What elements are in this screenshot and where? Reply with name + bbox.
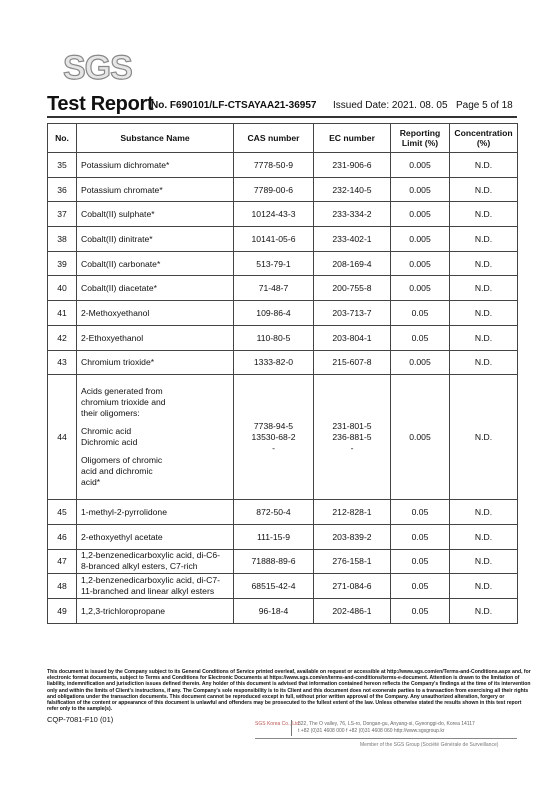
row-concentration: N.D. [450, 574, 518, 599]
row-no: 47 [48, 549, 77, 574]
row-substance [77, 549, 234, 574]
row-cas: 10141-05-6 [234, 227, 314, 252]
substance-line: 8-branced alkyl esters, C7-rich [81, 561, 198, 572]
row-no: 48 [48, 574, 77, 599]
footer-divider [291, 720, 292, 736]
row-concentration: N.D. [450, 276, 518, 301]
table-row [48, 153, 518, 178]
header-divider [47, 116, 517, 118]
company-address [298, 721, 475, 734]
form-code: CQP-7081-F10 (01) [47, 715, 114, 724]
row-limit: 0.005 [391, 375, 450, 500]
row-substance [77, 574, 234, 599]
substance-line: Chromic acid [81, 426, 132, 437]
address-line: 322, The O valley, 76, LS-ro, Dongan-gu, Anyang-si, Gyeonggi-do, Korea 14117 [298, 721, 475, 727]
header-ec-number: EC number [314, 124, 391, 153]
row-substance: Cobalt(II) sulphate* [77, 202, 234, 227]
row-no: 38 [48, 227, 77, 252]
row-cas: 513-79-1 [234, 251, 314, 276]
row-limit: 0.05 [391, 524, 450, 549]
substance-line: their oligomers: [81, 408, 140, 419]
row-limit: 0.005 [391, 251, 450, 276]
row-ec: 232-140-5 [314, 177, 391, 202]
table-row [48, 202, 518, 227]
row-no: 42 [48, 325, 77, 350]
footer-rule [255, 738, 517, 739]
ec-line: 236-881-5 [332, 431, 372, 442]
row-cas: 7789-00-6 [234, 177, 314, 202]
row-limit: 0.005 [391, 276, 450, 301]
ec-line: 231-801-5 [332, 420, 372, 431]
substance-line: 1,2-benzenedicarboxylic acid, di-C7- [81, 575, 221, 586]
row-no: 36 [48, 177, 77, 202]
row-cas: 110-80-5 [234, 325, 314, 350]
row-substance [77, 375, 234, 500]
row-no: 45 [48, 500, 77, 525]
row-limit: 0.005 [391, 177, 450, 202]
row-cas: 68515-42-4 [234, 574, 314, 599]
row-cas: 7778-50-9 [234, 153, 314, 178]
row-concentration: N.D. [450, 524, 518, 549]
row-concentration: N.D. [450, 177, 518, 202]
row-limit: 0.05 [391, 574, 450, 599]
row-substance: 2-Ethoxyethanol [77, 325, 234, 350]
row-concentration: N.D. [450, 202, 518, 227]
table-row [48, 500, 518, 525]
row-ec: 212-828-1 [314, 500, 391, 525]
substance-line: acid* [81, 477, 101, 488]
row-ec: 233-402-1 [314, 227, 391, 252]
table-row [48, 574, 518, 599]
page-number: Page 5 of 18 [456, 100, 513, 111]
cas-line: 13530-68-2 [251, 431, 296, 442]
substance-table [47, 123, 518, 624]
row-substance: Cobalt(II) dinitrate* [77, 227, 234, 252]
row-substance: Cobalt(II) carbonate* [77, 251, 234, 276]
row-ec: 203-839-2 [314, 524, 391, 549]
header-concentration [450, 124, 518, 153]
row-no: 39 [48, 251, 77, 276]
row-no: 40 [48, 276, 77, 301]
member-notice: Member of the SGS Group (Société Générale de Surveillance) [360, 742, 499, 748]
table-header-row [48, 124, 518, 153]
substance-line: Dichromic acid [81, 437, 138, 448]
table-row [48, 549, 518, 574]
row-concentration: N.D. [450, 549, 518, 574]
row-cas: 111-15-9 [234, 524, 314, 549]
table-row [48, 227, 518, 252]
report-title: Test Report [47, 93, 154, 115]
row-substance: 2-ethoxyethyl acetate [77, 524, 234, 549]
substance-line: Acids generated from [81, 386, 163, 397]
row-cas: 1333-82-0 [234, 350, 314, 375]
header-substance-name: Substance Name [77, 124, 234, 153]
table-row [48, 325, 518, 350]
row-substance: Cobalt(II) diacetate* [77, 276, 234, 301]
table-row [48, 350, 518, 375]
table-row [48, 598, 518, 623]
row-cas: 872-50-4 [234, 500, 314, 525]
table-row-44 [48, 375, 518, 500]
row-substance: 1-methyl-2-pyrrolidone [77, 500, 234, 525]
row-ec: 203-804-1 [314, 325, 391, 350]
row-ec: 202-486-1 [314, 598, 391, 623]
header-no: No. [48, 124, 77, 153]
ec-line: - [350, 442, 354, 453]
row-substance: Potassium dichromate* [77, 153, 234, 178]
row-concentration: N.D. [450, 251, 518, 276]
row-substance: 2-Methoxyethanol [77, 301, 234, 326]
logo-text: SGS [63, 49, 132, 87]
row-ec: 231-906-6 [314, 153, 391, 178]
row-ec: 208-169-4 [314, 251, 391, 276]
row-ec: 200-755-8 [314, 276, 391, 301]
sgs-logo [63, 48, 131, 88]
row-substance: 1,2,3-trichloropropane [77, 598, 234, 623]
row-concentration: N.D. [450, 325, 518, 350]
row-limit: 0.05 [391, 325, 450, 350]
cas-line: 7738-94-5 [253, 420, 294, 431]
cas-line: - [272, 442, 275, 453]
row-concentration: N.D. [450, 375, 518, 500]
row-cas: 96-18-4 [234, 598, 314, 623]
contact-line: t +82 (0)31 4608 000 f +82 (0)31 4608 060 http://www.sgsgroup.kr [298, 727, 445, 734]
table-row [48, 524, 518, 549]
table-row [48, 251, 518, 276]
substance-line: 1,2-benzenedicarboxylic acid, di-C6- [81, 550, 221, 561]
row-ec: 276-158-1 [314, 549, 391, 574]
issued-date: Issued Date: 2021. 08. 05 [333, 100, 448, 111]
header-limit-line1: Reporting [399, 128, 441, 138]
header-conc-line1: Concentration [454, 128, 513, 138]
row-ec: 215-607-8 [314, 350, 391, 375]
row-limit: 0.05 [391, 301, 450, 326]
row-limit: 0.005 [391, 202, 450, 227]
row-concentration: N.D. [450, 500, 518, 525]
table-row [48, 301, 518, 326]
row-no: 41 [48, 301, 77, 326]
row-substance: Potassium chromate* [77, 177, 234, 202]
row-limit: 0.05 [391, 500, 450, 525]
company-name: SGS Korea Co., Ltd. [255, 721, 301, 727]
row-ec [314, 375, 391, 500]
row-no: 46 [48, 524, 77, 549]
header-conc-line2: (%) [476, 138, 491, 148]
row-limit: 0.005 [391, 153, 450, 178]
row-limit: 0.005 [391, 227, 450, 252]
row-concentration: N.D. [450, 153, 518, 178]
row-limit: 0.05 [391, 549, 450, 574]
row-cas: 109-86-4 [234, 301, 314, 326]
header-cas-number: CAS number [234, 124, 314, 153]
row-no: 44 [48, 375, 77, 500]
substance-line: Oligomers of chromic [81, 455, 163, 466]
row-concentration: N.D. [450, 227, 518, 252]
substance-line: acid and dichromic [81, 466, 153, 477]
row-no: 49 [48, 598, 77, 623]
row-concentration: N.D. [450, 301, 518, 326]
row-cas: 71-48-7 [234, 276, 314, 301]
row-cas [234, 375, 314, 500]
row-no: 43 [48, 350, 77, 375]
row-ec: 233-334-2 [314, 202, 391, 227]
header-reporting-limit [391, 124, 450, 153]
row-limit: 0.05 [391, 598, 450, 623]
table-row [48, 177, 518, 202]
row-concentration: N.D. [450, 598, 518, 623]
substance-line: 11-branched and linear alkyl esters [81, 586, 215, 597]
row-no: 35 [48, 153, 77, 178]
row-concentration: N.D. [450, 350, 518, 375]
header-limit-line2: Limit (%) [401, 138, 439, 148]
row-no: 37 [48, 202, 77, 227]
report-number: No. F690101/LF-CTSAYAA21-36957 [151, 100, 317, 111]
substance-line: chromium trioxide and [81, 397, 166, 408]
row-cas: 10124-43-3 [234, 202, 314, 227]
table-row [48, 276, 518, 301]
row-substance: Chromium trioxide* [77, 350, 234, 375]
row-ec: 271-084-6 [314, 574, 391, 599]
row-cas: 71888-89-6 [234, 549, 314, 574]
row-ec: 203-713-7 [314, 301, 391, 326]
legal-disclaimer: This document is issued by the Company subject to its General Conditions of Service printed overleaf, available on request or accessible at http://www.sgs.com/en/Terms-and-Conditions.aspx and, for electronic format documents, subject to Terms and Conditions for Electronic Documents at https://www.sgs.com/en/terms-and-conditions/terms-e-document. Attention is drawn to the limitation of liability, indemnification and jurisdiction issues defined therein. Any holder of this document is advised that information contained hereon reflects the Company's findings at the time of its intervention only and within the limits of Client's instructions, if any. The Company's sole responsibility is to its Client and this document does not exonerate parties to a transaction from exercising all their rights and obligations under the transaction documents. This document cannot be reproduced except in full, without prior written approval of the Company. Any unauthorized alteration, forgery or falsification of the content or appearance of this document is unlawful and offenders may be prosecuted to the fullest extent of the law. Unless otherwise stated the results shown in this test report refer only to the sample(s). [47, 669, 531, 713]
row-limit: 0.005 [391, 350, 450, 375]
